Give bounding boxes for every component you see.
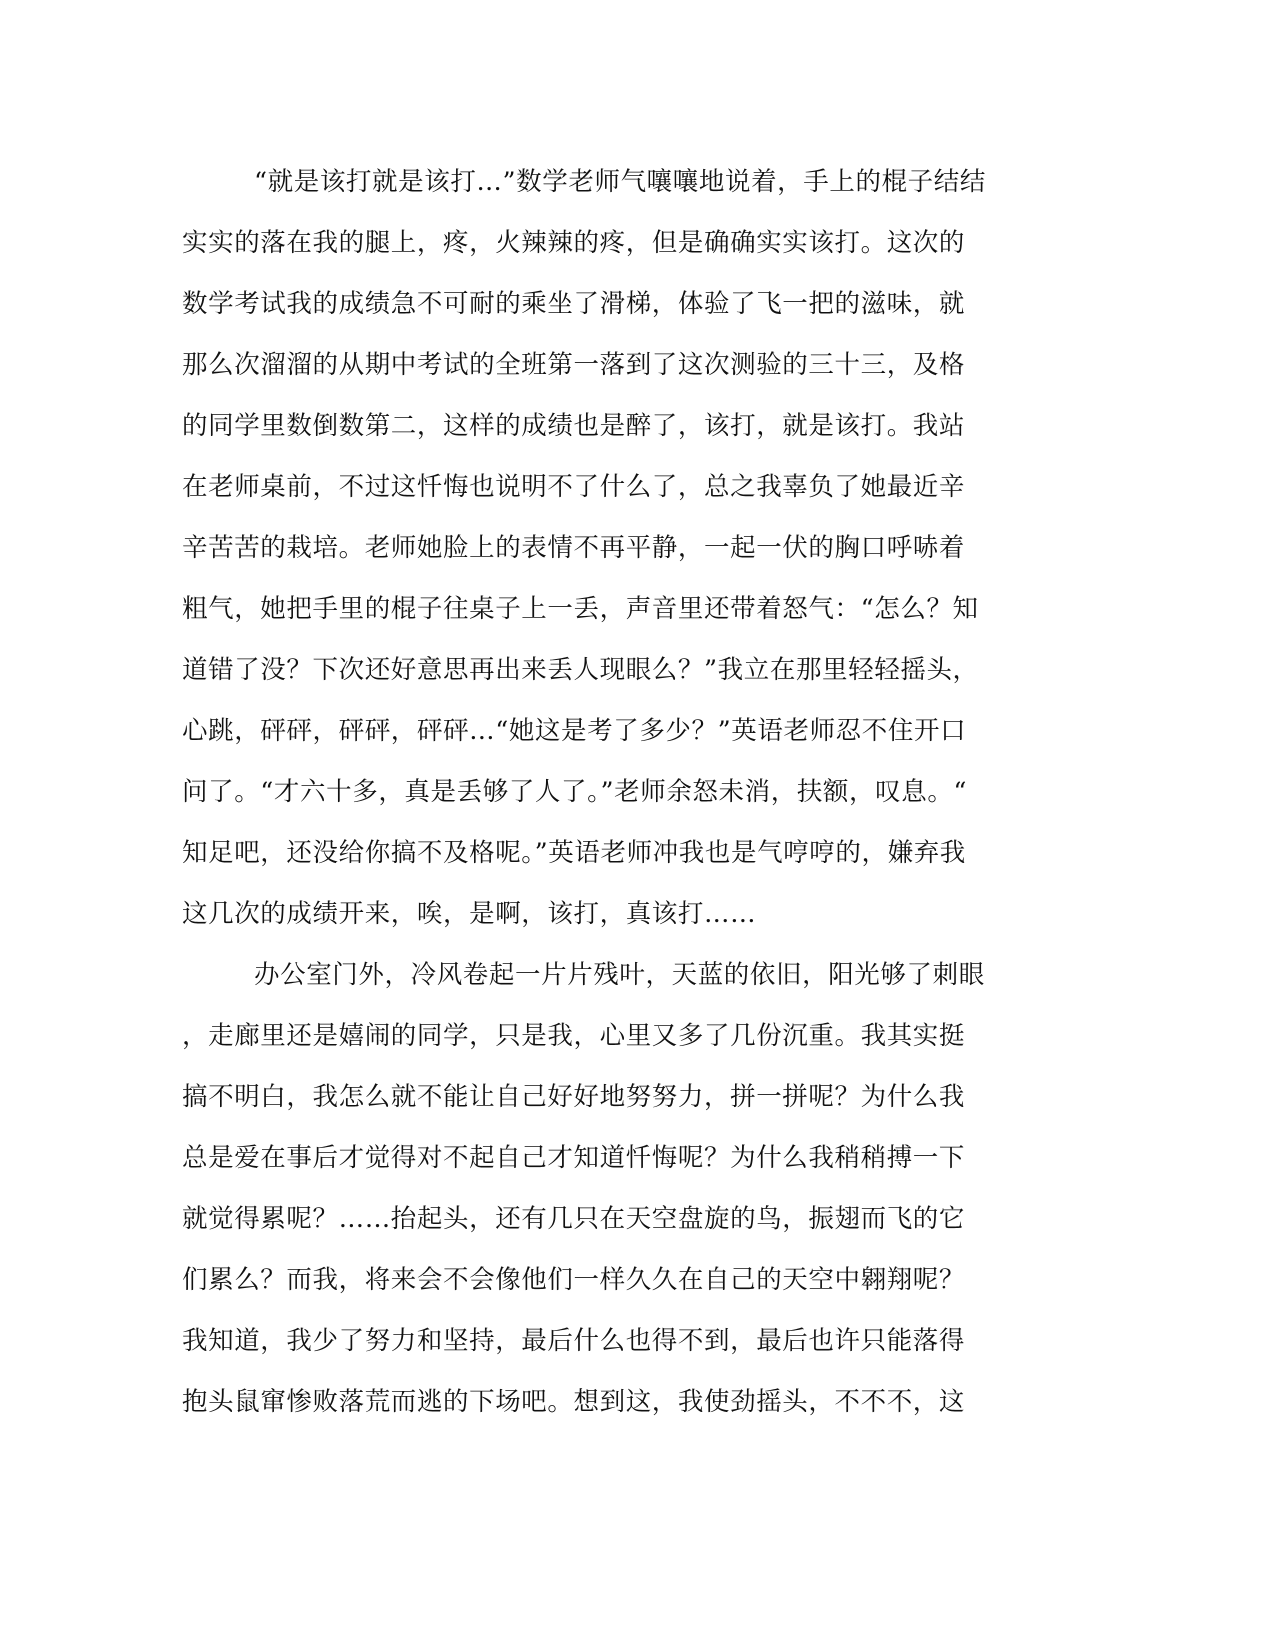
paragraph-1 [182,162,1042,934]
text-line: 总是爱在事后才觉得对不起自己才知道忏悔呢？为什么我稍稍搏一下 [182,1143,966,1173]
text-line: 问了。“才六十多，真是丢够了人了。”老师余怒未消，扶额，叹息。“ [182,777,968,807]
text-line: 就觉得累呢？……抬起头，还有几只在天空盘旋的鸟，振翅而飞的它 [182,1204,966,1234]
text-line: ，走廊里还是嬉闹的同学，只是我，心里又多了几份沉重。我其实挺 [182,1021,966,1051]
text-line: 那么次溜溜的从期中考试的全班第一落到了这次测验的三十三，及格 [182,350,966,380]
text-line: 这几次的成绩开来，唉，是啊，该打，真该打…… [182,899,757,929]
text-line: 在老师桌前，不过这忏悔也说明不了什么了，总之我辜负了她最近辛 [182,472,966,502]
text-line: 实实的落在我的腿上，疼，火辣辣的疼，但是确确实实该打。这次的 [182,228,966,258]
text-line: 办公室门外，冷风卷起一片片残叶，天蓝的依旧，阳光够了刺眼 [254,960,985,990]
text-line: 心跳，砰砰，砰砰，砰砰…“她这是考了多少？”英语老师忍不住开口 [182,716,967,746]
text-line: “就是该打就是该打…”数学老师气嚷嚷地说着，手上的棍子结结 [254,167,986,197]
text-line: 道错了没？下次还好意思再出来丢人现眼么？”我立在那里轻轻摇头， [182,655,979,685]
document-body [182,162,1042,1443]
text-line: 的同学里数倒数第二，这样的成绩也是醉了，该打，就是该打。我站 [182,411,966,441]
paragraph-2 [182,955,1042,1422]
text-line: 粗气，她把手里的棍子往桌子上一丢，声音里还带着怒气：“怎么？知 [182,594,979,624]
text-line: 我知道，我少了努力和坚持，最后什么也得不到，最后也许只能落得 [182,1326,966,1356]
text-line: 知足吧，还没给你搞不及格呢。”英语老师冲我也是气哼哼的，嫌弃我 [182,838,966,868]
text-line: 搞不明白，我怎么就不能让自己好好地努努力，拼一拼呢？为什么我 [182,1082,966,1112]
text-line: 抱头鼠窜惨败落荒而逃的下场吧。想到这，我使劲摇头，不不不，这 [182,1387,966,1417]
text-line: 数学考试我的成绩急不可耐的乘坐了滑梯，体验了飞一把的滋味，就 [182,289,966,319]
text-line: 辛苦苦的栽培。老师她脸上的表情不再平静，一起一伏的胸口呼哧着 [182,533,966,563]
text-line: 们累么？而我，将来会不会像他们一样久久在自己的天空中翱翔呢？ [182,1265,966,1295]
